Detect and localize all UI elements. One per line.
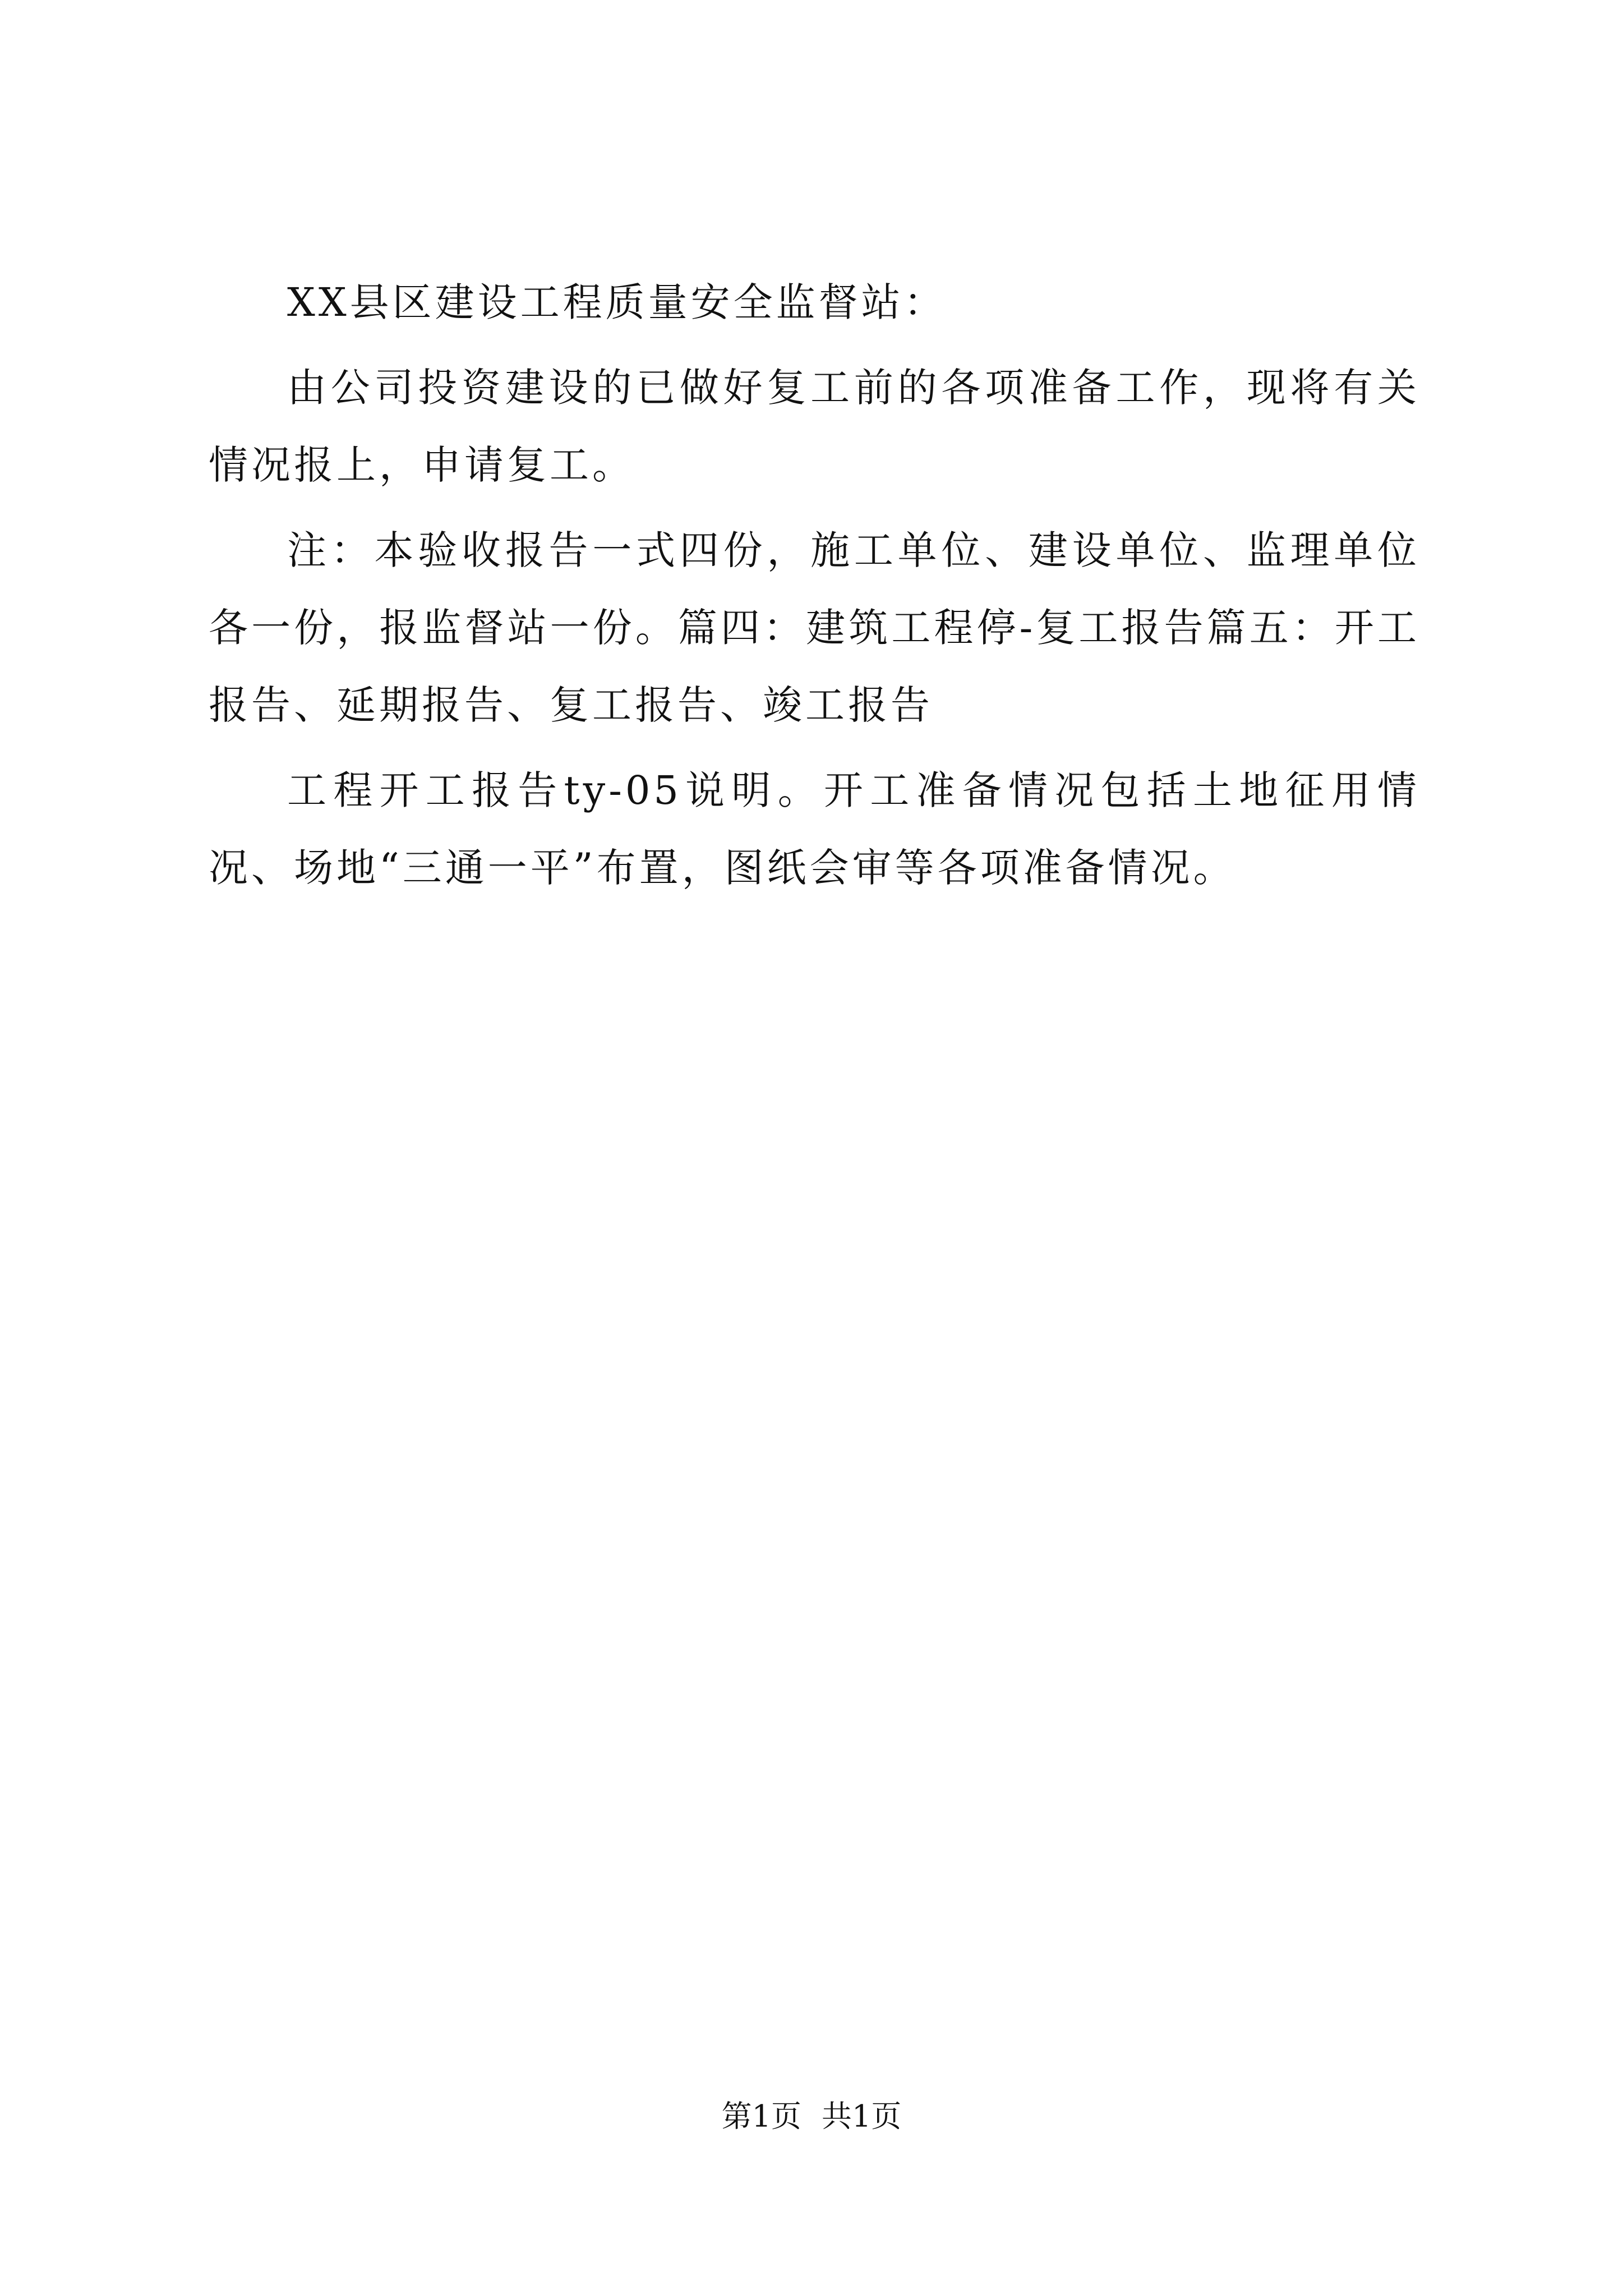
- page-total: 共1页: [822, 2099, 902, 2134]
- resume-request-paragraph: 由公司投资建设的已做好复工前的各项准备工作，现将有关情况报上，申请复工。: [209, 365, 1420, 488]
- salutation-paragraph: XX县区建设工程质量安全监督站：: [287, 279, 947, 325]
- note-paragraph: 注：本验收报告一式四份，施工单位、建设单位、监理单位各一份，报监督站一份。篇四：建筑工程停-复工报告篇五：开工报告、延期报告、复工报告、竣工报告: [209, 527, 1420, 728]
- commencement-report-paragraph: 工程开工报告ty-05说明。开工准备情况包括土地征用情况、场地“三通一平”布置，图纸会审等各项准备情况。: [209, 767, 1420, 891]
- page-number: 第1页: [721, 2099, 801, 2134]
- page-footer: [0, 2097, 1623, 2136]
- document-body: [209, 264, 1420, 907]
